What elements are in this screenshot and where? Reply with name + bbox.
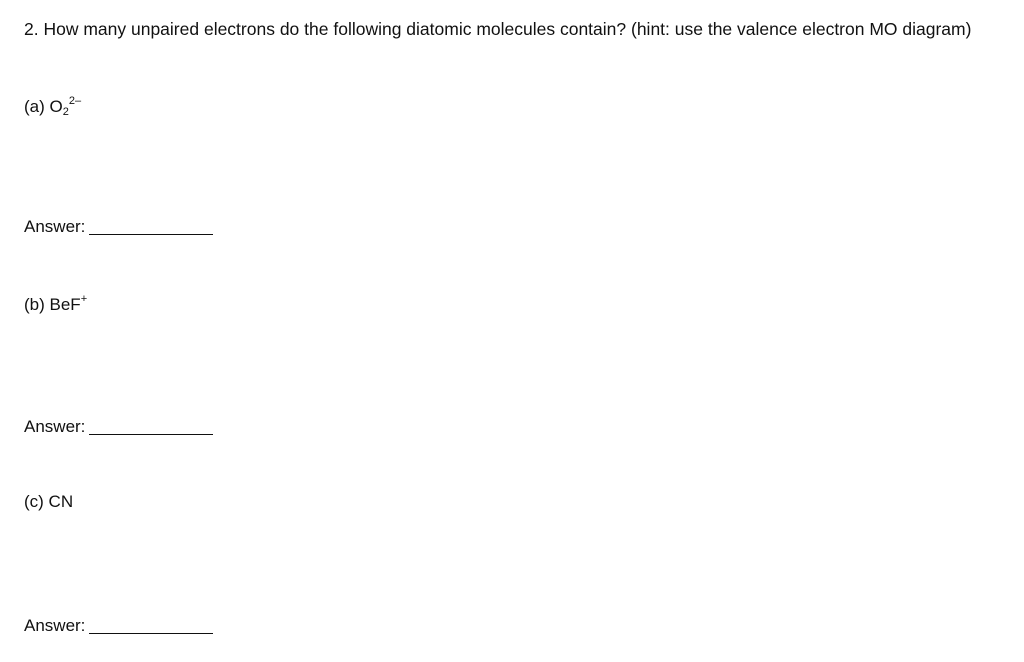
part-c-answer-blank[interactable] — [89, 633, 213, 634]
part-b-superscript: + — [80, 293, 88, 305]
part-a-answer-label: Answer: — [24, 217, 86, 236]
part-a-subscript: 2 — [62, 106, 69, 118]
part-a-answer-blank[interactable] — [89, 234, 213, 235]
part-a-prefix: (a) O — [24, 97, 63, 116]
part-a-label — [24, 96, 81, 118]
part-c-answer-label: Answer: — [24, 616, 86, 635]
part-b-answer-blank[interactable] — [89, 434, 213, 435]
part-a-superscript: 2– — [68, 95, 82, 107]
part-b-label — [24, 294, 87, 316]
part-b-answer-label: Answer: — [24, 417, 86, 436]
part-a-answer — [24, 216, 213, 238]
part-c-label — [24, 491, 73, 513]
part-b-answer — [24, 416, 213, 438]
part-c-prefix: (c) CN — [24, 492, 74, 511]
question-text: 2. How many unpaired electrons do the following diatomic molecules contain? (hint: use the valence electron MO diagram) — [24, 19, 972, 39]
part-b-prefix: (b) BeF — [24, 295, 81, 314]
part-c-answer — [24, 615, 213, 637]
